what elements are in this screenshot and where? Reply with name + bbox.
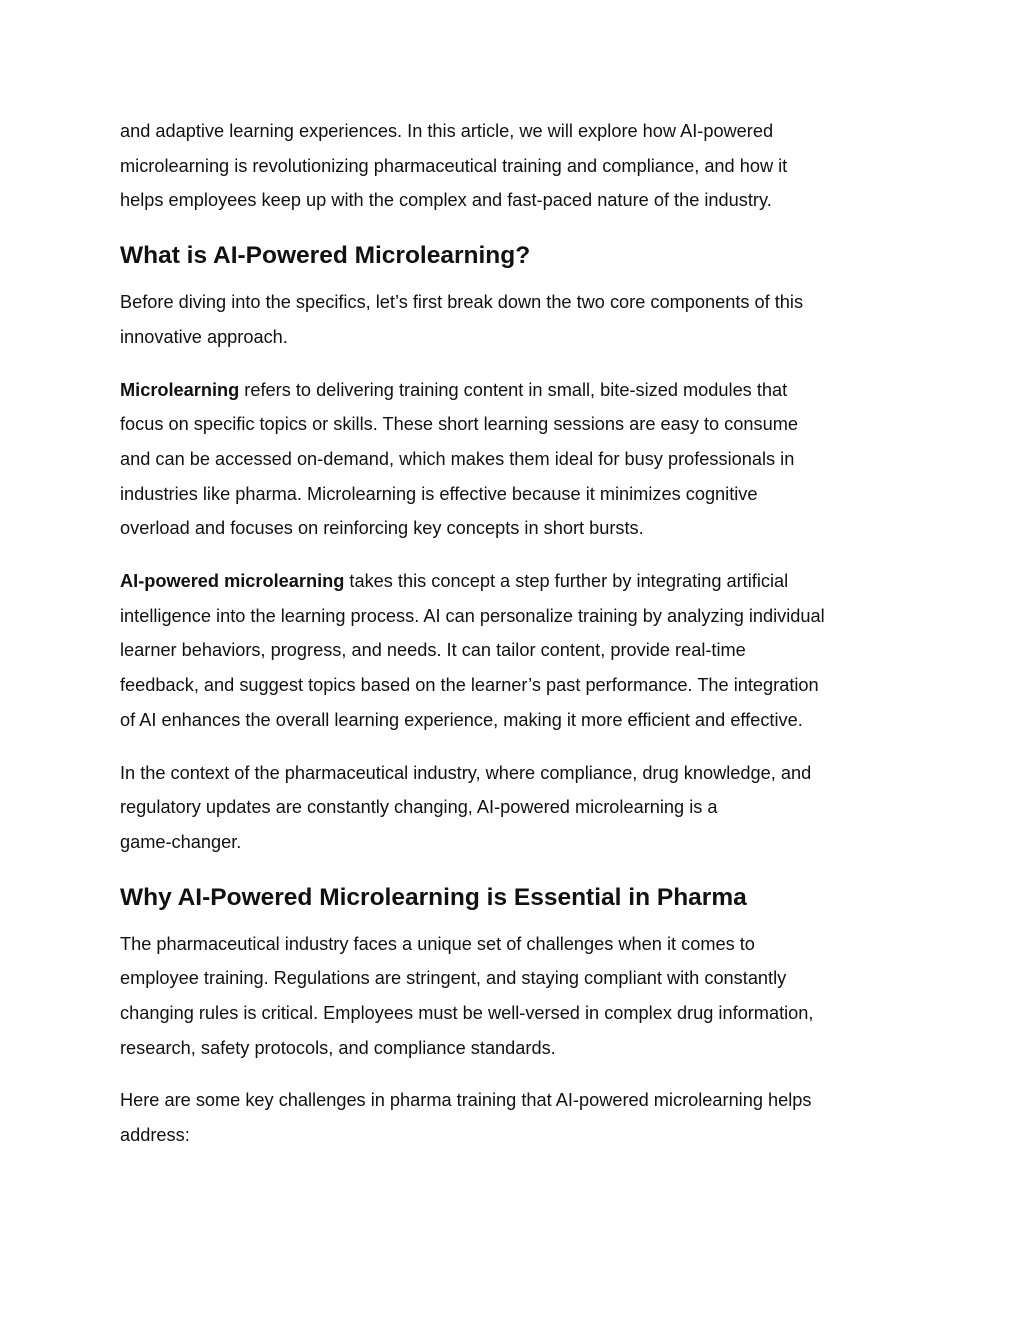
paragraph-intro-components — [120, 285, 910, 354]
section-heading-what-is: What is AI-Powered Microlearning? — [120, 242, 531, 270]
bold-term-ai-powered-microlearning: AI-powered microlearning — [120, 571, 345, 592]
text-line: intelligence into the learning process. AI can personalize training by analyzing individual — [120, 605, 825, 626]
text-line: In the context of the pharmaceutical industry, where compliance, drug knowledge, and — [120, 762, 812, 783]
text-line: address: — [120, 1125, 190, 1146]
text-line: innovative approach. — [120, 326, 288, 347]
text-line: changing rules is critical. Employees must be well-versed in complex drug information, — [120, 1003, 814, 1024]
paragraph-pharma-challenges — [120, 927, 910, 1066]
text-line: and adaptive learning experiences. In this article, we will explore how AI-powered — [120, 121, 774, 141]
text-line: employee training. Regulations are stringent, and staying compliant with constantly — [120, 968, 787, 989]
paragraph-microlearning-definition — [120, 373, 910, 547]
text-line: regulatory updates are constantly changing, AI-powered microlearning is a — [120, 797, 718, 818]
text-line: overload and focuses on reinforcing key concepts in short bursts. — [120, 518, 644, 539]
text-fragment: refers to delivering training content in small, bite-sized modules that — [239, 379, 788, 400]
text-line: industries like pharma. Microlearning is effective because it minimizes cognitive — [120, 483, 758, 504]
document-page — [120, 114, 910, 1153]
text-line: helps employees keep up with the complex and fast-paced nature of the industry. — [120, 190, 772, 211]
text-line: Before diving into the specifics, let’s first break down the two core components of this — [120, 292, 804, 313]
text-line — [120, 373, 910, 408]
text-line: learner behaviors, progress, and needs. It can tailor content, provide real-time — [120, 640, 746, 661]
text-fragment: takes this concept a step further by integrating artificial — [344, 571, 789, 592]
text-line: The pharmaceutical industry faces a unique set of challenges when it comes to — [120, 933, 755, 954]
text-line: feedback, and suggest topics based on the learner’s past performance. The integration — [120, 675, 819, 696]
intro-paragraph — [120, 114, 910, 218]
text-line: game-changer. — [120, 831, 242, 852]
bold-term-microlearning: Microlearning — [120, 379, 240, 400]
paragraph-key-challenges — [120, 1083, 910, 1152]
paragraph-pharma-context — [120, 756, 910, 860]
text-line: Here are some key challenges in pharma training that AI-powered microlearning helps — [120, 1090, 812, 1111]
text-line: of AI enhances the overall learning experience, making it more efficient and effective. — [120, 709, 803, 730]
paragraph-ai-powered-definition — [120, 564, 910, 738]
section-heading-why-essential: Why AI-Powered Microlearning is Essential in Pharma — [120, 883, 747, 911]
text-line: and can be accessed on-demand, which makes them ideal for busy professionals in — [120, 448, 795, 469]
text-line: microlearning is revolutionizing pharmaceutical training and compliance, and how it — [120, 155, 788, 176]
text-line: focus on specific topics or skills. These short learning sessions are easy to consume — [120, 414, 798, 435]
text-line: research, safety protocols, and compliance standards. — [120, 1037, 556, 1058]
text-line — [120, 564, 910, 599]
